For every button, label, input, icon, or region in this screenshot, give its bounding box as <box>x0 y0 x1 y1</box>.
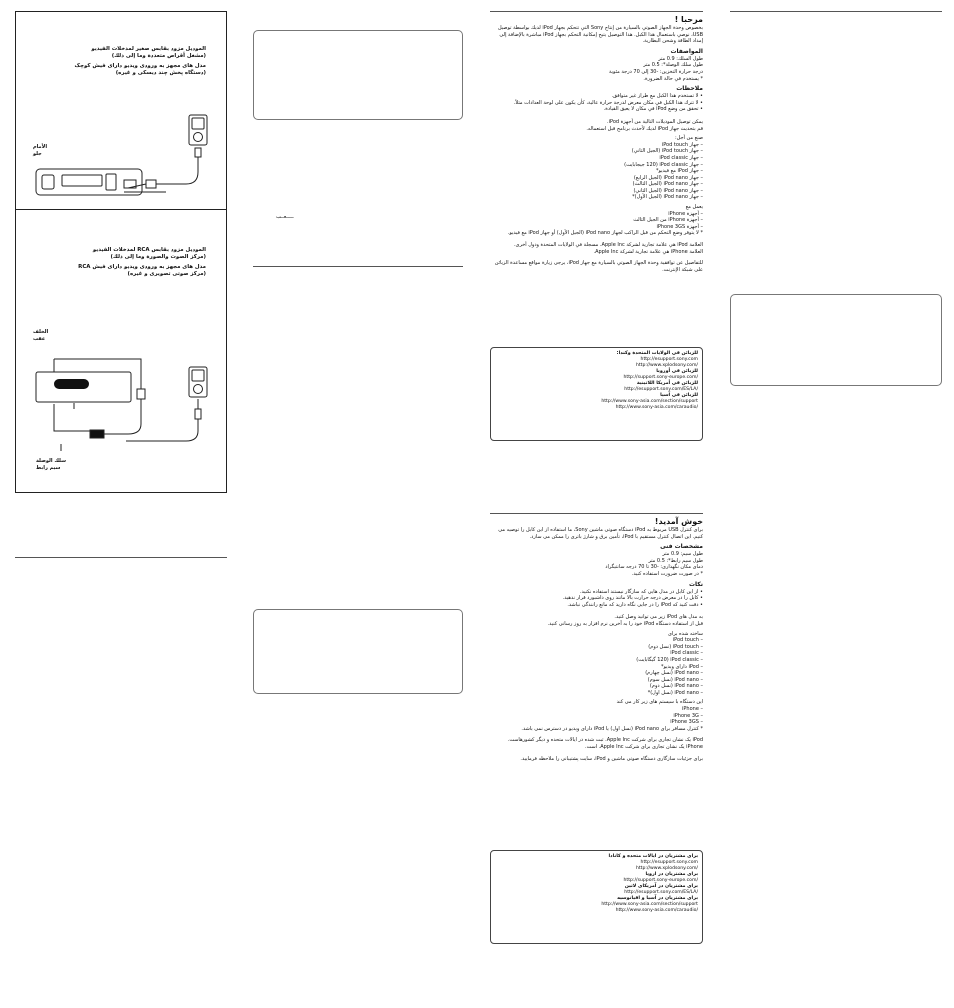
fa-iphones: – iPhone – iPhone 3G – iPhone 3GS <box>670 706 703 726</box>
fa-support-link[interactable]: http://www.sony-asia.com/section/support <box>601 902 698 907</box>
ar-note-star: * لا يتوفر وضع التحكم من قبل الراكب لجهاز iPod nano (الجيل الأول) أو جهاز iPod مع فيديو. <box>507 230 703 237</box>
blank-box-top <box>253 30 463 120</box>
ar-made-for: صنع من أجل: <box>674 135 703 142</box>
ar-support-link[interactable]: http://www.xplodsony.com/ <box>635 363 698 368</box>
fa-connect1: به مدل های iPod زیر می توانید وصل کنید. <box>614 614 703 621</box>
fa-trademark2: iPhone یک نشان تجاری برای شرکت Apple Inc. است. <box>585 744 703 751</box>
persian-section <box>490 516 703 762</box>
fa-support-link[interactable]: http://support.sony-europe.com/ <box>623 878 698 883</box>
ar-support-eu-heading: للزبائن في أوروبا <box>656 369 698 374</box>
fa-support-asia-heading: برای مشتریان در آسیا و اقیانوسیه <box>617 896 698 901</box>
fa-support-link[interactable]: http://www.xplodsony.com/ <box>635 866 698 871</box>
ar-support-link[interactable]: http://support.sony-europe.com/ <box>623 375 698 380</box>
ar-models: – جهاز iPod touch – جهاز iPod touch (الجيل الثاني) – جهاز iPod classic – جهاز iPod classic (120 جيجابايت) – جهاز iPod مع فيديو* – جهاز iPod nano (الجيل الرابع) – جهاز iPod nano (الجيل الثالث) – جهاز iPod nano (الجيل الثاني) – جهاز iPod nano (الجيل الأول)* <box>624 141 703 201</box>
ar-support-link[interactable]: http://www.sony-asia.com/caraudio/ <box>615 405 698 410</box>
usb-cable <box>124 148 201 192</box>
fa-support-la-heading: برای مشتریان در آمریکای لاتین <box>624 884 698 889</box>
head-unit-front <box>36 169 142 195</box>
ar-notes: • لا تستخدم هذا الكبل مع طراز غير متوافق. • لا تترك هذا الكبل في مكان معرض لدرجة حرارة عالية، كأن يكون على لوحة العدادات مثلاً. • تحقق من وضع iPod في مكان لا يعيق القيادة. <box>513 93 703 113</box>
video-rca-subtitle: (مركز الصوت والصورة وما إلى ذلك) <box>110 254 206 261</box>
fa-notes: • از این کابل در مدل هایی که سازگار نیستند استفاده نکنید. • کابل را در معرض درجه حرارت بالا مانند روی داشبورد قرار ندهید. • دقت کنید که iPod را در جایی نگاه دارید که مانع رانندگی نباشد. <box>562 588 703 608</box>
ipod-icon-rear <box>189 367 207 397</box>
fa-support-link[interactable]: http://esupport.sony.com <box>640 860 698 865</box>
fa-support-eu-heading: برای مشتریان در اروپا <box>645 872 698 877</box>
fa-notes-title: نکات <box>688 580 703 588</box>
ar-connect1: يمكن توصيل الموديلات التالية من أجهزة iPod. <box>607 118 703 125</box>
ar-intro: بخصوص وحدة الجهاز الصوتي بالسيارة من إنتاج Sony التي تتحكم بجهاز iPod لديك بواسطة توصيل USB، نوصي باستعمال هذا الكبل. هذا التوصيل يتيح إمكانية التحكم بجهاز iPod مباشرة بالإضافة إلى إمداد الطاقة وشحن البطارية. <box>498 25 703 45</box>
arabic-section <box>490 14 703 273</box>
right-top-rule <box>730 11 942 12</box>
blank-box-bottom <box>253 609 463 694</box>
rear-port-block <box>54 379 89 389</box>
video-minijack-fa-sub: (دستگاه پخش چند دیسکی و غیره) <box>115 70 206 77</box>
diagram-panel <box>15 11 227 493</box>
front-connection-diagram <box>16 12 228 209</box>
ar-works-with: يعمل مع <box>685 204 703 211</box>
video-rca-fa-sub: (مرکز صوتی تصویری و غیره) <box>127 271 206 278</box>
mid-mark: ـــــعــب <box>276 214 294 220</box>
ar-iphones: – أجهزة iPhone – أجهزة iPhone من الجيل الثالث – أجهزة iPhone 3GS <box>633 210 703 230</box>
rca-cables <box>54 359 201 451</box>
fa-support-us-heading: برای مشتریان در ایالات متحده و کانادا <box>608 854 698 859</box>
fa-models: – iPod touch – iPod touch (نسل دوم) – iPod classic – iPod classic (120 گیگابایت) – iPod دارای ویدیو* – iPod nano (نسل چهارم) – iPod nano (نسل سوم) – iPod nano (نسل دوم) – iPod nano (نسل اول)* <box>636 637 703 696</box>
ar-title: مرحبا ! <box>674 15 703 24</box>
ar-trademark2: العلامة iPhone هي علامة تجارية لشركة Apple Inc. <box>593 248 703 255</box>
fa-intro: برای کنترل USB مربوط به iPod دستگاه صوتی ماشین Sony، ما استفاده از این کابل را توصیه می کنیم. این اتصال کنترل مستقیم با iPod، تأمین برق و شارژ باتری را ممکن می سازد. <box>498 527 703 540</box>
fa-spec-title: مشخصات فنی <box>660 543 703 551</box>
fa-note-star: * کنترل مسافر برای iPod nano (نسل اول) یا iPod دارای ویدیو در دسترس نمی باشد. <box>521 725 703 732</box>
ar-top-rule <box>490 11 703 12</box>
blank-box-right <box>730 294 942 386</box>
fa-support-link[interactable]: http://esupport.sony.com/ES/LA/ <box>624 890 698 895</box>
fa-connect2: قبل از استفاده دستگاه iPod خود را به آخرین نرم افزار به روز رسانی کنید. <box>547 620 703 627</box>
fa-support-link[interactable]: http://www.sony-asia.com/caraudio/ <box>615 908 698 913</box>
ar-spec-title: المواصفات <box>670 47 703 55</box>
fa-made-for: ساخته شده برای <box>667 630 703 637</box>
video-minijack-fa: مدل های مجهز به ورودی ویدیو دارای فیش کوچک <box>74 62 206 69</box>
video-rca-title: الموديل مزود بقابس RCA لمدخلات الفيديو <box>92 247 206 253</box>
ar-support-link[interactable]: http://esupport.sony.com/ES/LA/ <box>624 387 698 392</box>
ar-support-link[interactable]: http://www.sony-asia.com/section/support <box>601 399 698 404</box>
ar-notes-title: ملاحظات <box>676 85 703 93</box>
ar-support-link[interactable]: http://esupport.sony.com <box>640 357 698 362</box>
ar-support-asia-heading: للزبائن في آسيا <box>660 393 698 398</box>
left-divider-bottom <box>15 557 227 558</box>
ar-support-us-heading: للزبائن في الولايات المتحدة وكندا: <box>616 351 698 356</box>
rear-connection-diagram <box>16 209 228 499</box>
fa-works-with: این دستگاه با سیستم های زیر کار می کند <box>616 699 703 706</box>
video-minijack-title: الموديل مزود بقابس صغير لمدخلات الفيديو <box>91 46 206 52</box>
ar-connect2: قم بتحديث جهاز iPod لديك لأحدث برنامج قبل استعماله. <box>586 125 703 132</box>
ar-trademark1: العلامة iPod هي علامة تجارية لشركة Apple Inc. مسجلة في الولايات المتحدة ودول أخرى. <box>513 242 703 249</box>
rear-label: الخلف عقب <box>33 329 49 342</box>
cable-label: سلك الوصلة سیم رابط <box>36 458 66 471</box>
mid-divider-1 <box>253 266 463 267</box>
video-minijack-subtitle: (مشغل أقراص متعددة وما إلى ذلك) <box>111 53 206 60</box>
ar-details: للتفاصيل عن توافقية وحدة الجهاز الصوتي بالسيارة مع جهاز iPod، يرجى زيارة مواقع مساعدة الزبائن على شبكة الإنترنت. <box>494 260 703 273</box>
ar-support-box <box>490 347 703 441</box>
fa-top-rule <box>490 513 703 514</box>
fa-support-box <box>490 850 703 944</box>
ipod-icon <box>189 115 207 145</box>
fa-title: خوش آمدید! <box>654 517 703 526</box>
ar-support-la-heading: للزبائن في أمريكا اللاتينية <box>636 381 698 386</box>
front-label: الأمام جلو <box>33 144 48 157</box>
fa-details: برای جزئیات سازگاری دستگاه صوتی ماشین و iPod، سایت پشتیبانی را ملاحظه فرمایید. <box>520 755 703 762</box>
fa-trademark1: iPod یک نشان تجاری برای شرکت Apple Inc. ثبت شده در ایالات متحده و دیگر کشورهاست. <box>507 737 703 744</box>
ar-specs: طول السلك: 0.9 متر طول سلك الوصلة*: 0.5 متر درجة حرارة التخزين: -30 إلى 70 درجة مئوية * يستخدم في حالة الضرورة. <box>608 55 703 82</box>
video-rca-fa: مدل های مجهز به ورودی ویدیو دارای فیش RCA <box>78 263 206 270</box>
fa-specs: طول سیم: 0.9 متر طول سیم رابط*: 0.5 متر دمای مکان نگهداری: -30 تا 70 درجه سانتیگراد * در صورت ضرورت استفاده کنید. <box>605 551 703 577</box>
